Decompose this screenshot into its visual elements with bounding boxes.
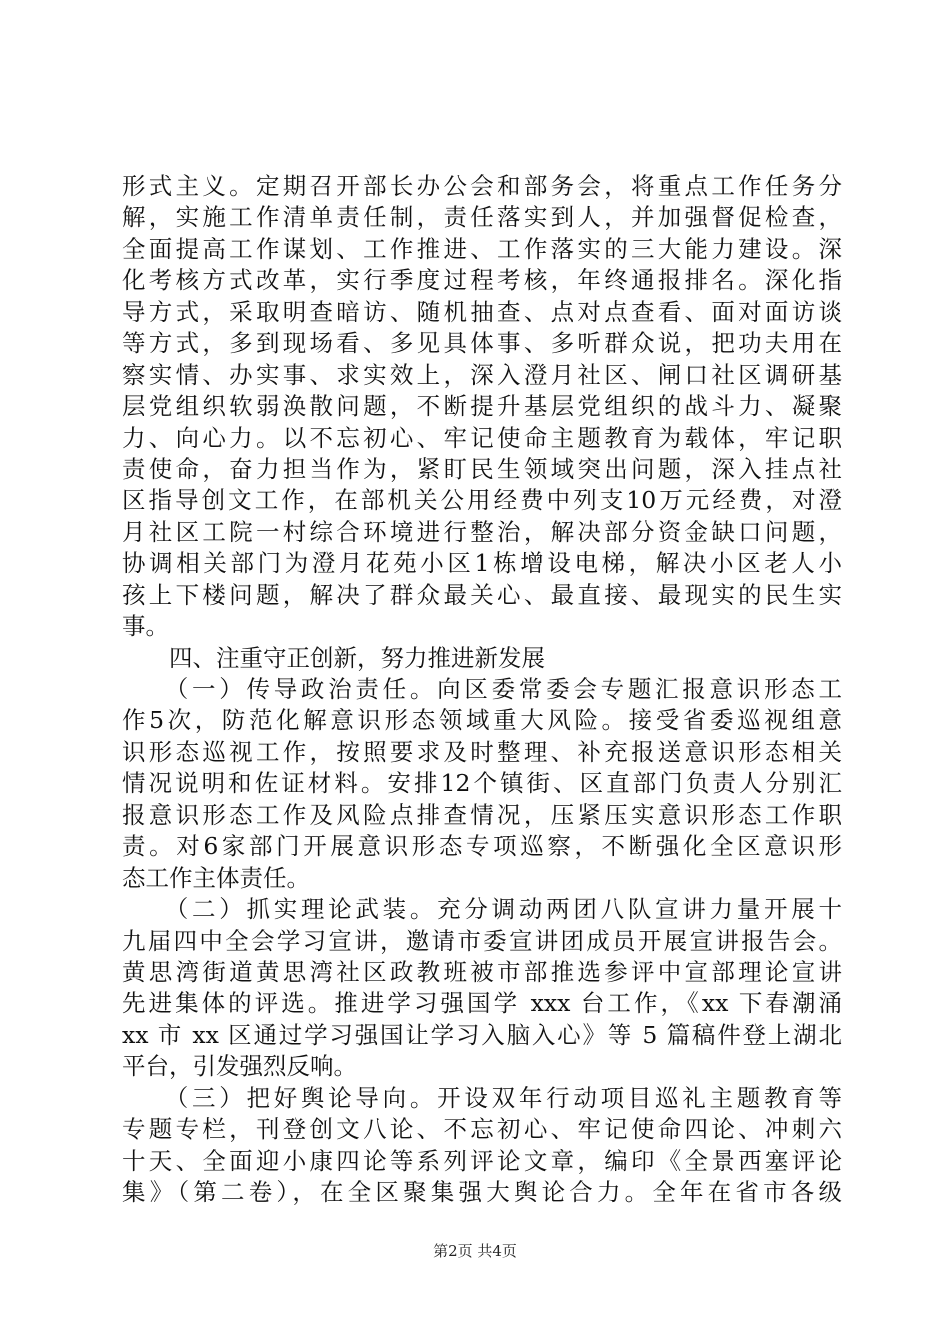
text-line: 责。对6家部门开展意识形态专项巡察，不断强化全区意识形 <box>122 832 842 861</box>
text-line: 形式主义。定期召开部长办公会和部务会，将重点工作任务分 <box>122 172 842 200</box>
text-line: 察实情、办实事、求实效上，深入澄月社区、闸口社区调研基 <box>122 360 842 389</box>
text-line: （一）传导政治责任。向区委常委会专题汇报意识形态工 <box>122 675 842 703</box>
text-line: 识形态巡视工作，按照要求及时整理、补充报送意识形态相关 <box>122 737 842 766</box>
text-line: 月社区工院一村综合环境进行整治，解决部分资金缺口问题， <box>122 517 842 546</box>
text-line: 作5次，防范化解意识形态领域重大风险。接受省委巡视组意 <box>122 706 842 735</box>
text-line: 导方式，采取明查暗访、随机抽查、点对点查看、面对面访谈 <box>122 297 842 326</box>
text-line: 协调相关部门为澄月花苑小区1栋增设电梯，解决小区老人小 <box>122 549 842 578</box>
text-line: 专题专栏，刊登创文八论、不忘初心、牢记使命四论、冲刺六 <box>122 1115 842 1144</box>
text-line: 解，实施工作清单责任制，责任落实到人，并加强督促检查， <box>122 203 842 232</box>
text-line: 态工作主体责任。 <box>122 863 310 892</box>
document-body <box>122 171 842 1208</box>
text-line: 事。 <box>122 612 169 641</box>
text-line: （三）把好舆论导向。开设双年行动项目巡礼主题教育等 <box>122 1083 842 1112</box>
text-line: 四、注重守正创新，努力推进新发展 <box>122 643 545 672</box>
text-line: 集》（第二卷），在全区聚集强大舆论合力。全年在省市各级 <box>122 1178 842 1206</box>
text-line: 全面提高工作谋划、工作推进、工作落实的三大能力建设。深 <box>122 234 842 263</box>
page-number-label: 第2页 共4页 <box>433 1242 517 1260</box>
text-line: 层党组织软弱涣散问题，不断提升基层党组织的战斗力、凝聚 <box>122 392 842 421</box>
text-line: 力、向心力。以不忘初心、牢记使命主题教育为载体，牢记职 <box>122 423 842 452</box>
text-line: 黄思湾街道黄思湾社区政教班被市部推选参评中宣部理论宣讲 <box>122 957 842 986</box>
text-line: （二）抓实理论武装。充分调动两团八队宣讲力量开展十 <box>122 895 842 924</box>
text-line: 十天、全面迎小康四论等系列评论文章，编印《全景西塞评论 <box>122 1146 842 1175</box>
text-line: 区指导创文工作，在部机关公用经费中列支10万元经费，对澄 <box>122 486 842 515</box>
text-line: 先进集体的评选。推进学习强国学 xxx 台工作，《xx 下春潮涌 <box>122 989 842 1018</box>
text-line: 平台，引发强烈反响。 <box>122 1052 357 1081</box>
text-line: 九届四中全会学习宣讲，邀请市委宣讲团成员开展宣讲报告会。 <box>122 926 842 955</box>
text-line: 责使命，奋力担当作为，紧盯民生领域突出问题，深入挂点社 <box>122 454 842 483</box>
page-footer <box>0 1240 950 1261</box>
text-line: 报意识形态工作及风险点排查情况，压紧压实意识形态工作职 <box>122 800 842 829</box>
text-line: 情况说明和佐证材料。安排12个镇街、区直部门负责人分别汇 <box>122 769 842 798</box>
text-line: 孩上下楼问题，解决了群众最关心、最直接、最现实的民生实 <box>122 580 842 609</box>
text-line: 化考核方式改革，实行季度过程考核，年终通报排名。深化指 <box>122 266 842 295</box>
text-line: xx 市 xx 区通过学习强国让学习入脑入心》等 5 篇稿件登上湖北 <box>122 1020 842 1049</box>
text-line: 等方式，多到现场看、多见具体事、多听群众说，把功夫用在 <box>122 329 842 358</box>
